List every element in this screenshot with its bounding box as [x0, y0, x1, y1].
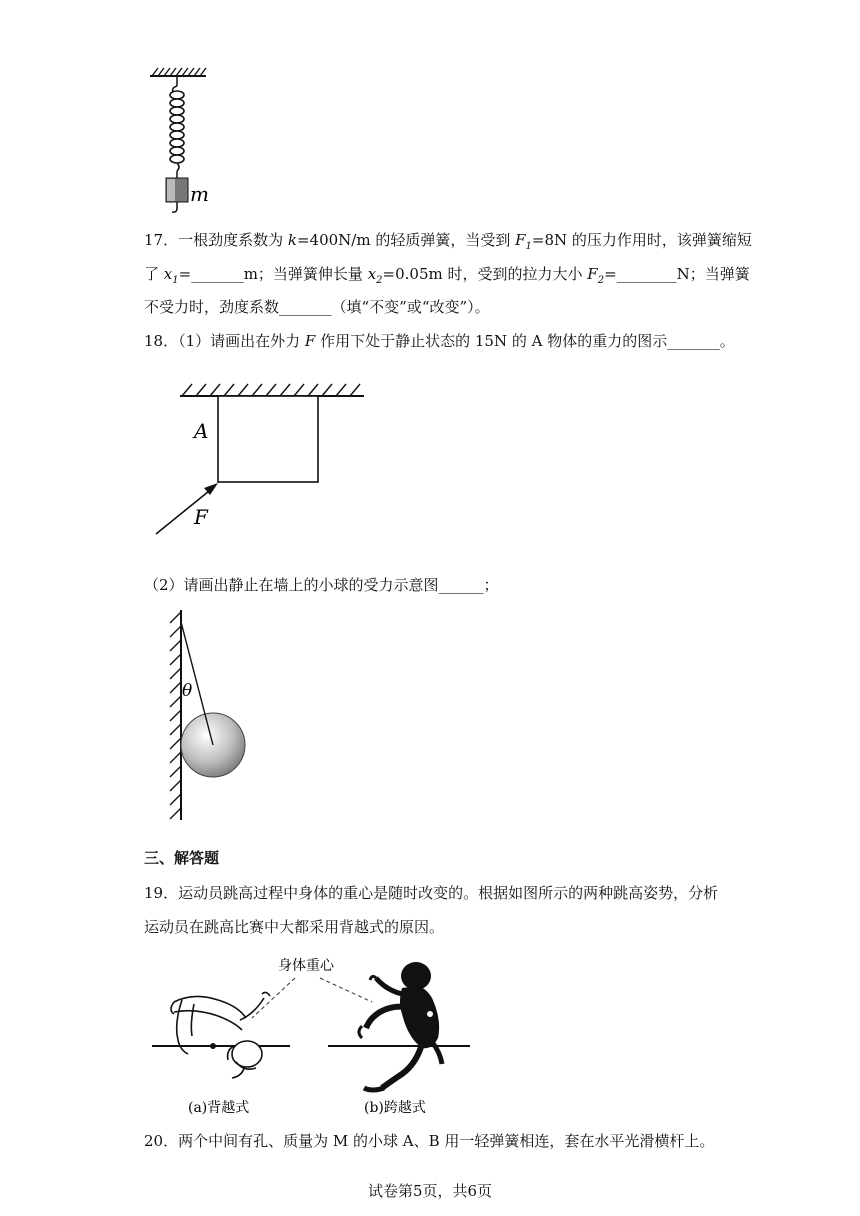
q19-line-1: 19．运动员跳高过程中身体的重心是随时改变的。根据如图所示的两种跳高姿势，分析 — [144, 884, 719, 902]
q18-part2: （2）请画出静止在墙上的小球的受力示意图______； — [144, 576, 499, 594]
high-jump-figure — [140, 950, 480, 1122]
cg-label: 身体重心 — [278, 958, 334, 974]
back-over-jumper — [171, 992, 270, 1078]
q19-line-2: 运动员在跳高比赛中大都采用背越式的原因。 — [144, 918, 445, 936]
label-a: A — [194, 419, 209, 443]
q18-part1: 18．（1）请画出在外力 F 作用下处于静止状态的 15N 的 A 物体的重力的图示_______。 — [144, 332, 735, 350]
section-title: 三、解答题 — [144, 849, 220, 867]
q20-line-1: 20．两个中间有孔、质量为 M 的小球 A、B 用一轻弹簧相连，套在水平光滑横杆上。 — [144, 1132, 715, 1150]
ball-wall-figure — [150, 606, 260, 826]
caption-a: (a)背越式 — [188, 1100, 250, 1116]
q17-line-2: 了 $x_1=\_\_\_\_\_\_\_m$；当弹簧伸长量 $x_2=0.05m$ 时，受到的拉力大小 $F_2=\_\_\_\_\_\_\_\_N$；当弹簧 — [144, 265, 750, 286]
label-f: F — [194, 505, 208, 529]
page-footer: 试卷第5页，共6页 — [367, 1182, 493, 1200]
q17-line-3: 不受力时，劲度系数_______（填“不变”或“改变”）。 — [144, 298, 490, 316]
caption-b: (b)跨越式 — [364, 1100, 426, 1116]
block-force-figure — [140, 374, 380, 540]
q17-line-1: 17．一根劲度系数为 k=400N/m 的轻质弹簧，当受到 $F_1=8N$ 的压力作用时，该弹簧缩短 — [144, 231, 752, 252]
mass-label: m — [190, 182, 209, 206]
straddle-jumper — [359, 962, 442, 1090]
spring-mass-figure — [140, 62, 230, 218]
label-theta: θ — [182, 681, 193, 701]
